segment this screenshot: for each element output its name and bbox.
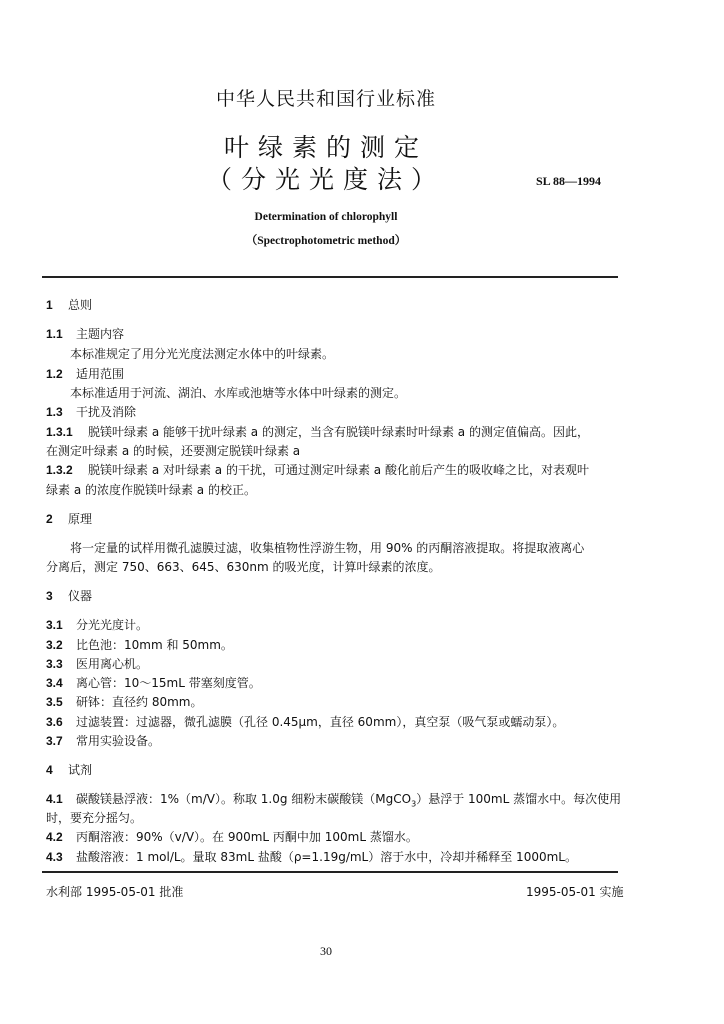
approval-info: 水利部 1995-05-01 批准 <box>46 885 184 899</box>
list-item: 3.2 比色池：10mm 和 50mm。 <box>46 638 233 652</box>
list-item: 3.7 常用实验设备。 <box>46 734 161 748</box>
list-item: 3.1 分光光度计。 <box>46 618 149 632</box>
paragraph: 分离后，测定 750、663、645、630nm 的吸光度，计算叶绿素的浓度。 <box>46 560 441 574</box>
doc-title-method: （分光光度法） <box>206 165 445 194</box>
standard-org-header: 中华人民共和国行业标准 <box>215 88 436 110</box>
list-item: 4.3 盐酸溶液：1 mol/L。量取 83mL 盐酸（ρ=1.19g/mL）溶于水中，冷却并稀释至 1000mL。 <box>46 850 577 864</box>
effective-date: 1995-05-01 实施 <box>526 885 624 899</box>
list-item: 3.4 离心管：10～15mL 带塞刻度管。 <box>46 676 261 690</box>
paragraph: 在测定叶绿素 a 的时候，还要测定脱镁叶绿素 a <box>46 444 301 458</box>
header-divider <box>42 276 618 278</box>
section-heading: 3 仪器 <box>46 589 93 603</box>
list-item: 4.1 碳酸镁悬浮液：1%（m/V）。称取 1.0g 细粉末碳酸镁（MgCO$_3$）悬浮于 100mL 蒸馏水中。每次使用 <box>46 792 622 809</box>
list-item: 3.5 研钵：直径约 80mm。 <box>46 695 203 709</box>
paragraph: 时，要充分摇匀。 <box>46 811 143 825</box>
section-heading: 4 试剂 <box>46 763 93 777</box>
paragraph: 将一定量的试样用微孔滤膜过滤，收集植物性浮游生物，用 90% 的丙酮溶液提取。将提取液离心 <box>70 541 585 555</box>
section-heading: 1.2 适用范围 <box>46 367 125 381</box>
section-heading: 1.3 干扰及消除 <box>46 405 137 419</box>
list-item: 4.2 丙酮溶液：90%（v/V）。在 900mL 丙酮中加 100mL 蒸馏水。 <box>46 830 418 844</box>
english-subtitle: （Spectrophotometric method） <box>245 235 407 247</box>
english-title: Determination of chlorophyll <box>254 211 398 223</box>
doc-title: 叶绿素的测定 <box>223 133 428 162</box>
section-heading: 1.1 主题内容 <box>46 327 125 341</box>
section-heading: 1 总则 <box>46 298 93 312</box>
paragraph: 1.3.2 脱镁叶绿素 a 对叶绿素 a 的干扰，可通过测定叶绿素 a 酸化前后产生的吸收峰之比，对表观叶 <box>46 463 589 477</box>
section-heading: 2 原理 <box>46 512 93 526</box>
paragraph: 绿素 a 的浓度作脱镁叶绿素 a 的校正。 <box>46 483 256 497</box>
paragraph: 本标准规定了用分光光度法测定水体中的叶绿素。 <box>70 347 335 361</box>
footer-divider <box>42 871 618 873</box>
standard-code: SL 88—1994 <box>536 174 602 188</box>
list-item: 3.3 医用离心机。 <box>46 657 149 671</box>
paragraph: 1.3.1 脱镁叶绿素 a 能够干扰叶绿素 a 的测定，当含有脱镁叶绿素时叶绿素 a 的测定值偏高。因此， <box>46 425 589 439</box>
list-item: 3.6 过滤装置：过滤器，微孔滤膜（孔径 0.45μm，直径 60mm），真空泵（吸气泵或蠕动泵）。 <box>46 715 565 729</box>
paragraph: 本标准适用于河流、湖泊、水库或池塘等水体中叶绿素的测定。 <box>70 386 407 400</box>
page-number: 30 <box>320 944 332 958</box>
